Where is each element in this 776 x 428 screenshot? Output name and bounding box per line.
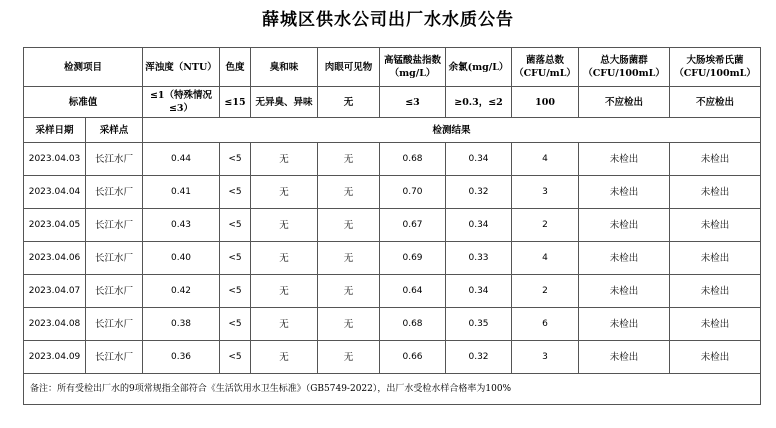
- value-cell: 未检出: [579, 341, 670, 374]
- table-row: [24, 275, 761, 308]
- standard-cell: ≥0.3，≤2: [446, 87, 512, 118]
- standard-cell: ≤3: [380, 87, 446, 118]
- header-row: [24, 48, 761, 87]
- value-cell: 未检出: [579, 242, 670, 275]
- standard-cell: 不应检出: [579, 87, 670, 118]
- value-cell: 无: [251, 209, 318, 242]
- site-cell: 长江水厂: [86, 275, 143, 308]
- table-row: [24, 176, 761, 209]
- date-cell: 2023.04.08: [24, 308, 86, 341]
- header-cell: 浑浊度（NTU）: [143, 48, 220, 87]
- value-cell: 无: [318, 176, 380, 209]
- value-cell: 未检出: [670, 143, 761, 176]
- sub-header-row: [24, 118, 761, 143]
- date-header-cell: 采样日期: [24, 118, 86, 143]
- value-cell: <5: [220, 341, 251, 374]
- standard-row: [24, 87, 761, 118]
- value-cell: 未检出: [670, 242, 761, 275]
- value-cell: 0.34: [446, 275, 512, 308]
- value-cell: 0.44: [143, 143, 220, 176]
- value-cell: <5: [220, 308, 251, 341]
- value-cell: 未检出: [670, 308, 761, 341]
- header-cell: 菌落总数（CFU/mL）: [512, 48, 579, 87]
- value-cell: 0.67: [380, 209, 446, 242]
- value-cell: 0.32: [446, 341, 512, 374]
- value-cell: 2: [512, 275, 579, 308]
- value-cell: <5: [220, 176, 251, 209]
- value-cell: 0.34: [446, 143, 512, 176]
- value-cell: 0.35: [446, 308, 512, 341]
- header-cell: 总大肠菌群（CFU/100mL）: [579, 48, 670, 87]
- value-cell: 无: [318, 242, 380, 275]
- table-row: [24, 308, 761, 341]
- value-cell: 无: [318, 341, 380, 374]
- value-cell: 0.68: [380, 308, 446, 341]
- header-cell: 色度: [220, 48, 251, 87]
- date-cell: 2023.04.07: [24, 275, 86, 308]
- value-cell: 0.41: [143, 176, 220, 209]
- value-cell: 未检出: [670, 341, 761, 374]
- value-cell: 6: [512, 308, 579, 341]
- value-cell: 未检出: [579, 275, 670, 308]
- table-row: [24, 209, 761, 242]
- value-cell: 4: [512, 242, 579, 275]
- date-cell: 2023.04.06: [24, 242, 86, 275]
- date-cell: 2023.04.05: [24, 209, 86, 242]
- note-text: 备注：所有受检出厂水的9项常规指全部符合《生活饮用水卫生标准》（GB5749-2022），出厂水受检水样合格率为100%: [24, 374, 761, 405]
- site-cell: 长江水厂: [86, 143, 143, 176]
- value-cell: 未检出: [670, 176, 761, 209]
- value-cell: 未检出: [579, 143, 670, 176]
- value-cell: 0.43: [143, 209, 220, 242]
- value-cell: 0.40: [143, 242, 220, 275]
- value-cell: 无: [251, 143, 318, 176]
- date-cell: 2023.04.04: [24, 176, 86, 209]
- date-cell: 2023.04.03: [24, 143, 86, 176]
- value-cell: 0.66: [380, 341, 446, 374]
- header-cell: 高锰酸盐指数（mg/L）: [380, 48, 446, 87]
- note-row: [24, 374, 761, 405]
- value-cell: 0.32: [446, 176, 512, 209]
- standard-cell: 无异臭、异味: [251, 87, 318, 118]
- value-cell: 0.70: [380, 176, 446, 209]
- site-cell: 长江水厂: [86, 341, 143, 374]
- value-cell: 未检出: [670, 275, 761, 308]
- value-cell: 未检出: [579, 308, 670, 341]
- value-cell: 0.69: [380, 242, 446, 275]
- value-cell: <5: [220, 275, 251, 308]
- date-cell: 2023.04.09: [24, 341, 86, 374]
- value-cell: 0.38: [143, 308, 220, 341]
- value-cell: 无: [251, 308, 318, 341]
- site-cell: 长江水厂: [86, 308, 143, 341]
- site-cell: 长江水厂: [86, 176, 143, 209]
- value-cell: 无: [251, 341, 318, 374]
- site-header-cell: 采样点: [86, 118, 143, 143]
- value-cell: 3: [512, 176, 579, 209]
- standard-cell: ≤1（特殊情况≤3）: [143, 87, 220, 118]
- value-cell: 无: [318, 275, 380, 308]
- standard-cell: ≤15: [220, 87, 251, 118]
- page-title: 薛城区供水公司出厂水水质公告: [262, 10, 514, 30]
- value-cell: 未检出: [579, 209, 670, 242]
- value-cell: 0.42: [143, 275, 220, 308]
- value-cell: 未检出: [579, 176, 670, 209]
- value-cell: <5: [220, 209, 251, 242]
- site-cell: 长江水厂: [86, 242, 143, 275]
- water-quality-table: [23, 47, 761, 405]
- standard-cell: 无: [318, 87, 380, 118]
- site-cell: 长江水厂: [86, 209, 143, 242]
- value-cell: 无: [251, 176, 318, 209]
- value-cell: 0.68: [380, 143, 446, 176]
- value-cell: 0.34: [446, 209, 512, 242]
- value-cell: <5: [220, 242, 251, 275]
- value-cell: 无: [318, 143, 380, 176]
- value-cell: 4: [512, 143, 579, 176]
- value-cell: 无: [318, 308, 380, 341]
- value-cell: 2: [512, 209, 579, 242]
- header-cell: 臭和味: [251, 48, 318, 87]
- table-row: [24, 242, 761, 275]
- value-cell: 3: [512, 341, 579, 374]
- table-row: [24, 341, 761, 374]
- value-cell: 无: [251, 242, 318, 275]
- standard-cell: 不应检出: [670, 87, 761, 118]
- value-cell: 0.33: [446, 242, 512, 275]
- value-cell: 无: [251, 275, 318, 308]
- value-cell: <5: [220, 143, 251, 176]
- header-cell: 大肠埃希氏菌（CFU/100mL）: [670, 48, 761, 87]
- header-item-cell: 检测项目: [24, 48, 143, 87]
- header-cell: 肉眼可见物: [318, 48, 380, 87]
- results-header-cell: 检测结果: [143, 118, 761, 143]
- standard-label-cell: 标准值: [24, 87, 143, 118]
- header-cell: 余氯(mg/L）: [446, 48, 512, 87]
- value-cell: 0.64: [380, 275, 446, 308]
- table-row: [24, 143, 761, 176]
- value-cell: 未检出: [670, 209, 761, 242]
- value-cell: 无: [318, 209, 380, 242]
- standard-cell: 100: [512, 87, 579, 118]
- value-cell: 0.36: [143, 341, 220, 374]
